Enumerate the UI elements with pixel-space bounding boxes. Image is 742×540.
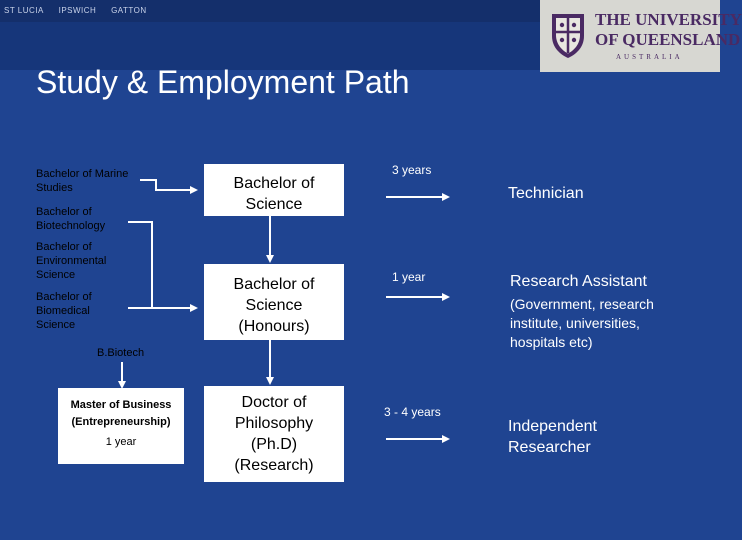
outcome-independent-researcher: Independent Researcher [508,418,597,456]
degree-biotechnology: Bachelor of Biotechnology [36,206,106,232]
master-title: Master of Business (Entrepreneurship) [70,399,172,428]
duration-3-4-years: 3 - 4 years [384,405,441,419]
degree-marine-studies: Bachelor of Marine Studies [36,168,129,194]
logo-line-2: OF QUEENSLAND [595,30,741,49]
bachelor-science-box [204,164,344,216]
outcome-research-assistant: Research Assistant [510,273,647,290]
page-title: Study & Employment Path [36,64,410,100]
campus-st-lucia: ST LUCIA [4,6,44,15]
biotech-label: B.Biotech [97,347,145,359]
phd-label: Doctor of Philosophy (Ph.D) (Research) [234,394,314,474]
outcome-technician: Technician [508,185,584,202]
connector-bracket-to-honours [128,222,196,308]
degree-environmental-science: Bachelor of Environmental Science [36,241,107,281]
bachelor-honours-box [204,264,344,340]
campus-ipswich: IPSWICH [58,6,97,15]
bachelor-honours-label: Bachelor of Science (Honours) [233,276,315,335]
campus-gatton: GATTON [111,6,147,15]
research-assistant-detail: (Government, research institute, universities, hospitals etc) [510,296,654,350]
logo-line-1: THE UNIVERSITY [595,10,742,29]
bachelor-science-label: Bachelor of Science [233,175,315,213]
logo-country: AUSTRALIA [616,53,683,61]
duration-3-years: 3 years [392,163,432,177]
connector-marine-to-bsc [140,180,196,190]
master-business-box [58,388,184,464]
master-duration: 1 year [105,436,137,448]
duration-1-year: 1 year [392,270,426,284]
degree-biomedical-science: Bachelor of Biomedical Science [36,291,92,331]
phd-box [204,386,344,482]
